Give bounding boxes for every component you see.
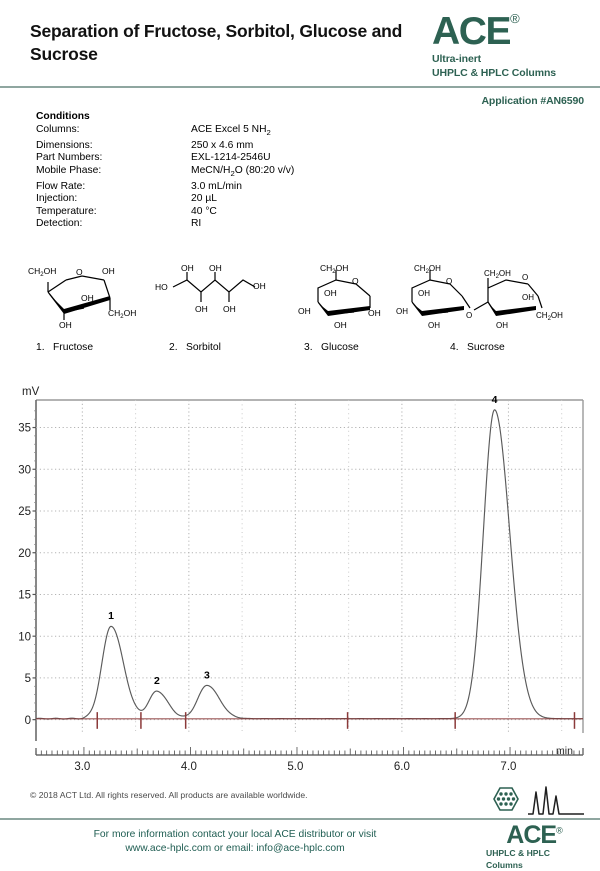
brand-wordmark: [432, 10, 520, 53]
footer-contact-block: [0, 828, 470, 856]
condition-row: [36, 181, 294, 194]
structure-number-1: 1.: [36, 342, 45, 353]
structure-sucrose: [396, 262, 576, 353]
conditions-heading: Conditions: [36, 111, 90, 122]
structure-sorbitol: [155, 262, 275, 353]
structure-name-3: Glucose: [321, 342, 359, 353]
svg-text:OH: OH: [496, 321, 508, 330]
footer-contact-line1: For more information contact your local ACE distributor or visit: [93, 829, 377, 840]
conditions-rows: [36, 124, 294, 231]
structure-name-1: Fructose: [53, 342, 94, 353]
condition-value: 20 µL: [191, 193, 217, 205]
application-number: Application #AN6590: [481, 95, 584, 107]
svg-text:O: O: [76, 267, 83, 277]
svg-text:OH: OH: [253, 281, 266, 291]
structure-number-4: 4.: [450, 342, 459, 353]
svg-text:OH: OH: [195, 304, 208, 314]
svg-text:OH: OH: [298, 306, 311, 316]
svg-text:OH: OH: [418, 289, 430, 298]
structure-name-2: Sorbitol: [186, 342, 221, 353]
y-tick-label: 30: [18, 464, 31, 477]
condition-label: Detection:: [36, 218, 83, 230]
svg-text:OH: OH: [396, 307, 408, 316]
condition-label: Dimensions:: [36, 139, 93, 151]
brand-tagline-ultra-inert: Ultra-inert: [432, 52, 482, 65]
header-divider: [0, 86, 600, 88]
chromatogram-svg: [0, 378, 600, 778]
chart-y-axis-label: mV: [22, 386, 40, 398]
structure-number-3: 3.: [304, 342, 313, 353]
svg-text:CH2OH: $CH_2OH$: [320, 263, 349, 275]
structure-caption-sorbitol: [169, 342, 221, 353]
svg-text:HO: HO: [155, 282, 168, 292]
svg-text:OH: OH: [59, 320, 72, 330]
svg-text:OH: OH: [181, 263, 194, 273]
sorbitol-structure-icon: [155, 262, 275, 340]
condition-row: [36, 206, 294, 219]
footer-logo-graphic-icon: [480, 784, 588, 818]
condition-label: Columns:: [36, 124, 80, 136]
condition-value: 3.0 mL/min: [191, 180, 242, 192]
peak-label-3: 3: [204, 669, 210, 682]
footer-logo-name: ACE: [506, 821, 557, 849]
condition-row: [36, 218, 294, 231]
footer-contact-line2[interactable]: www.ace-hplc.com or email: info@ace-hplc.com: [125, 843, 345, 854]
fructose-structure-icon: [26, 262, 146, 340]
peak-label-2: 2: [153, 675, 160, 688]
svg-text:OH: OH: [324, 288, 337, 298]
brand-tagline-columns: UHPLC & HPLC Columns: [432, 66, 557, 79]
glucose-structure-icon: [298, 262, 408, 340]
brand-name-text: ACE: [432, 10, 511, 53]
svg-text:CH2OH: $CH_2OH$: [414, 264, 441, 275]
ace-brand-logo: [432, 10, 584, 80]
structure-fructose: [26, 262, 146, 353]
chromatogram-trace: [36, 410, 583, 719]
svg-text:OH: OH: [368, 308, 381, 318]
condition-label: Part Numbers:: [36, 152, 103, 164]
condition-value: 250 x 4.6 mm: [191, 139, 254, 151]
condition-value: EXL-1214-2546U: [191, 152, 271, 164]
svg-text:OH: OH: [209, 263, 222, 273]
y-tick-label: 10: [18, 631, 31, 644]
svg-text:O: O: [522, 273, 529, 282]
svg-text:OH: OH: [223, 304, 236, 314]
structure-number-2: 2.: [169, 342, 178, 353]
condition-label: Mobile Phase:: [36, 164, 102, 176]
condition-row: [36, 193, 294, 206]
chemical-structures-row: [0, 262, 600, 372]
y-tick-label: 25: [18, 506, 31, 519]
svg-text:O: O: [446, 277, 453, 286]
svg-text:OH: OH: [428, 321, 440, 330]
page-header: [0, 0, 600, 86]
condition-value: ACE Excel 5 $NH_2$: [191, 124, 271, 138]
y-tick-label: 20: [18, 547, 31, 560]
page-title: Separation of Fructose, Sorbitol, Glucose and Sucrose: [30, 21, 403, 65]
chart-x-axis-unit-label: min: [556, 745, 573, 757]
svg-text:CH2OH: $CH_2OH$: [484, 269, 511, 280]
y-tick-label: 5: [24, 673, 31, 686]
registered-trademark-icon: ®: [510, 10, 520, 26]
conditions-block: [36, 111, 294, 231]
structure-caption-fructose: [36, 342, 93, 353]
y-tick-label: 0: [24, 714, 31, 727]
x-tick-label: 5.0: [287, 761, 304, 773]
svg-text:CH2OH: $CH_2OH$: [108, 308, 137, 320]
condition-label: Temperature:: [36, 205, 97, 217]
footer-logo-wordmark: [480, 823, 588, 848]
condition-row: [36, 165, 294, 181]
condition-row: [36, 140, 294, 153]
svg-text:CH2OH: $CH_2OH$: [536, 311, 563, 322]
condition-row: [36, 124, 294, 140]
svg-text:OH: OH: [334, 320, 347, 330]
footer-logo-sub2: Columns: [486, 859, 523, 870]
sucrose-structure-icon: [396, 262, 576, 340]
y-tick-label: 35: [18, 422, 31, 435]
svg-text:O: O: [466, 311, 473, 320]
condition-value: MeCN/$H_2O$ (80:20 v/v): [191, 164, 295, 178]
structure-caption-sucrose: [450, 342, 505, 353]
x-tick-label: 7.0: [500, 761, 517, 773]
svg-text:CH2OH: $CH_2OH$: [28, 266, 57, 278]
footer-ace-logo: [480, 784, 588, 871]
structure-name-4: Sucrose: [467, 342, 505, 353]
svg-text:OH: OH: [102, 266, 115, 276]
svg-text:OH: OH: [522, 293, 534, 302]
x-tick-label: 4.0: [180, 761, 197, 773]
chromatogram-chart: [0, 378, 600, 778]
condition-value: 40 °C: [191, 205, 217, 217]
condition-label: Injection:: [36, 193, 78, 205]
svg-text:O: O: [352, 276, 359, 286]
condition-label: Flow Rate:: [36, 180, 86, 192]
peak-label-1: 1: [108, 610, 115, 623]
svg-text:OH: OH: [81, 293, 94, 303]
structure-glucose: [298, 262, 408, 353]
structure-caption-glucose: [304, 342, 359, 353]
x-tick-label: 6.0: [393, 761, 410, 773]
condition-row: [36, 152, 294, 165]
footer-registered-icon: ®: [556, 825, 562, 836]
condition-value: RI: [191, 218, 202, 230]
footer-logo-sub1: UHPLC & HPLC: [486, 848, 550, 858]
copyright-text: © 2018 ACT Ltd. All rights reserved. All products are available worldwide.: [30, 790, 308, 800]
peak-label-4: 4: [491, 393, 498, 406]
y-tick-label: 15: [18, 589, 31, 602]
x-tick-label: 3.0: [74, 761, 91, 773]
